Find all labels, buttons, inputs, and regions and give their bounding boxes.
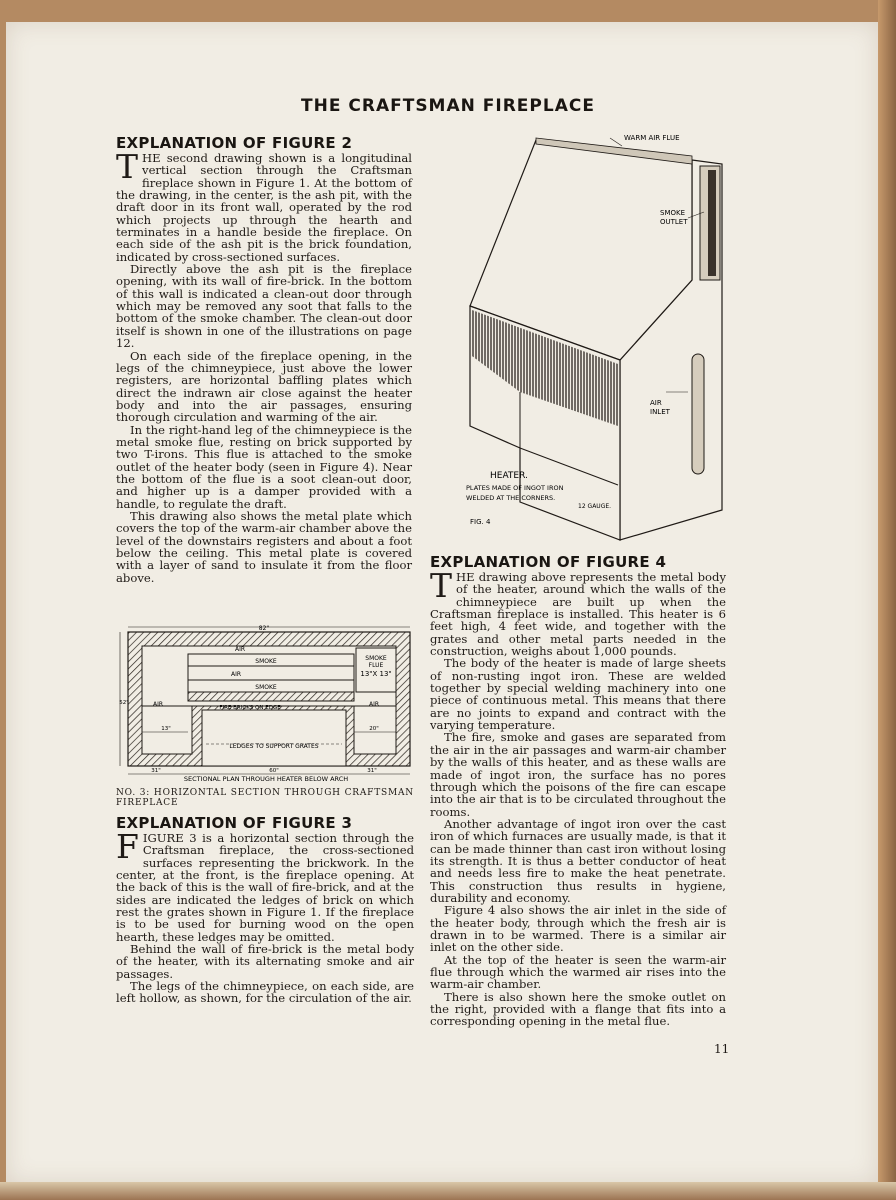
paragraph: Figure 4 also shows the air inlet in the side of the heater body, through which the fresh air is drawn in to be warmed. There is a similar air inlet on the other side. xyxy=(430,903,726,955)
dim-label: 60" xyxy=(269,768,279,774)
label-warm-air-flue: WARM AIR FLUE xyxy=(624,134,680,142)
label-plates: PLATES MADE OF INGOT IRON xyxy=(466,484,564,492)
paragraph: THE drawing above represents the metal body of the heater, around which the walls of the chimneypiece are built up when the Craftsman fireplace is installed. This heater is 6 feet high, 4 feet wide, and together with the grates and other metal parts needed in the construction, weighs about 1,000 pounds. xyxy=(430,566,726,659)
drop-cap: T xyxy=(430,566,453,605)
figure-3-svg xyxy=(116,624,414,784)
drop-cap: T xyxy=(116,147,139,186)
plan-caption: SECTIONAL PLAN THROUGH HEATER BELOW ARCH xyxy=(183,775,349,783)
paragraph: There is also shown here the smoke outlet on the right, provided with a flange that fits into a corresponding opening in the metal flue. xyxy=(430,989,726,1029)
label-ledges: LEDGES TO SUPPORT GRATES xyxy=(229,743,319,750)
paragraph: Behind the wall of fire-brick is the metal body of the heater, with its alternating smoke and air passages. xyxy=(116,942,414,981)
label-smoke-flue: SMOKE xyxy=(365,655,387,662)
paragraph: In the right-hand leg of the chimneypiece is the metal smoke flue, resting on brick supported by two T-irons. This flue is attached to the smoke outlet of the heater body (seen in Figure 4). Near the bottom of the flue is a soot clean-out door, and higher up is a damper provided with a handle, to regulate the draft. xyxy=(116,422,412,511)
label-air-inlet: AIR xyxy=(650,399,662,407)
label-air-right: AIR xyxy=(368,701,380,708)
paragraph: The body of the heater is made of large sheets of non-rusting ingot iron. These are welded together by special welding machinery into one piece of continuous metal. This means that there are no joints to expand and contract with the varying temperature. xyxy=(430,656,726,733)
label-smoke: SMOKE xyxy=(255,684,277,691)
label-gauge: 12 GAUGE. xyxy=(578,503,612,510)
section-figure-2 xyxy=(116,134,412,584)
page-number: 11 xyxy=(714,1042,730,1056)
dim-label: 20" xyxy=(369,726,379,732)
section-figure-4 xyxy=(430,553,726,1028)
figure-4-svg xyxy=(460,130,732,542)
label-air-inlet: INLET xyxy=(650,408,670,416)
section-heading-figure-2: EXPLANATION OF FIGURE 2 xyxy=(116,134,353,152)
dim-label: 52" xyxy=(119,700,129,706)
figure-3-drawing xyxy=(116,624,414,784)
label-heater: HEATER. xyxy=(490,471,528,481)
label-fig-4: FIG. 4 xyxy=(470,518,491,526)
paragraph: The fire, smoke and gases are separated from the air in the air passages and warm-air chamber by the walls of this heater, and as these walls are made of ingot iron, the surface has no pores through which the poisons of the fire can escape into the air that is to be circulated throughout the rooms. xyxy=(430,730,726,819)
label-flue-size: 13"X 13" xyxy=(360,670,392,678)
section-2-text xyxy=(116,147,412,585)
paragraph: The legs of the chimneypiece, on each side, are left hollow, as shown, for the circulation of the air. xyxy=(116,979,414,1006)
figure-3-caption: NO. 3: HORIZONTAL SECTION THROUGH CRAFTSMAN FIREPLACE xyxy=(116,788,414,808)
dim-label: 13" xyxy=(161,726,171,732)
label-smoke-outlet: OUTLET xyxy=(660,218,688,226)
drop-cap: F xyxy=(116,827,139,866)
figure-4-drawing xyxy=(460,130,732,542)
section-heading-figure-4: EXPLANATION OF FIGURE 4 xyxy=(430,553,667,571)
dim-label: 31" xyxy=(151,768,161,774)
paragraph: This drawing also shows the metal plate which covers the top of the warm-air chamber above the level of the downstairs registers and about a foot below the ceiling. This metal plate is covered with a layer of sand to insulate it from the floor above. xyxy=(116,508,412,585)
section-figure-3 xyxy=(116,814,414,1005)
page-bottom-edge xyxy=(0,1182,896,1200)
label-plates: WELDED AT THE CORNERS. xyxy=(466,494,556,502)
section-4-text xyxy=(430,566,726,1029)
paragraph: Another advantage of ingot iron over the cast iron of which furnaces are usually made, is that it can be made thinner than cast iron without losing its strength. It is thus a better conductor of heat and needs less fire to make the heat penetrate. This construction thus results in hygiene, durability and economy. xyxy=(430,816,726,905)
dim-label: 31" xyxy=(367,768,377,774)
label-smoke: SMOKE xyxy=(255,658,277,665)
paragraph: On each side of the fireplace opening, in the legs of the chimneypiece, just above the lower registers, are horizontal baffling plates which direct the indrawn air close against the heater body and into the air passages, ensuring thorough circulation and warming of the air. xyxy=(116,348,412,425)
page-title: THE CRAFTSMAN FIREPLACE xyxy=(301,96,595,116)
paragraph: Directly above the ash pit is the fireplace opening, with its wall of fire-brick. In the bottom of this wall is indicated a clean-out door through which may be removed any soot that falls to the bottom of the smoke chamber. The clean-out door itself is shown in one of the illustrations on page 12. xyxy=(116,262,412,351)
section-heading-figure-3: EXPLANATION OF FIGURE 3 xyxy=(116,814,353,832)
dim-label: 82" xyxy=(258,625,270,632)
label-air: AIR xyxy=(234,646,246,653)
paragraph: FIGURE 3 is a horizontal section through the Craftsman fireplace, the cross-sectioned surfaces representing the brickwork. In the center, at the front, is the fireplace opening. At the back of this is the wall of fire-brick, and at the sides are indicated the ledges of brick on which rest the grates shown in Figure 1. If the fireplace is to be used for burning wood on the open hearth, these ledges may be omitted. xyxy=(116,827,414,944)
paragraph: THE second drawing shown is a longitudinal vertical section through the Craftsman fireplace shown in Figure 1. At the bottom of the drawing, in the center, is the ash pit, with the draft door in its front wall, operated by the rod which projects up through the hearth and terminates in a handle beside the fireplace. On each side of the ash pit is the brick foundation, indicated by cross-sectioned surfaces. xyxy=(116,147,412,264)
label-air-left: AIR xyxy=(152,701,164,708)
paragraph: At the top of the heater is seen the warm-air flue through which the warmed air rises into the warm-air chamber. xyxy=(430,952,726,992)
section-3-text xyxy=(116,827,414,1006)
label-smoke-flue: FLUE xyxy=(368,662,384,669)
label-air: AIR xyxy=(230,671,242,678)
label-smoke-outlet: SMOKE xyxy=(660,209,686,217)
page-edge xyxy=(878,0,896,1200)
label-fire-bricks: FIRE BRICKS ON EDGE xyxy=(219,705,281,711)
